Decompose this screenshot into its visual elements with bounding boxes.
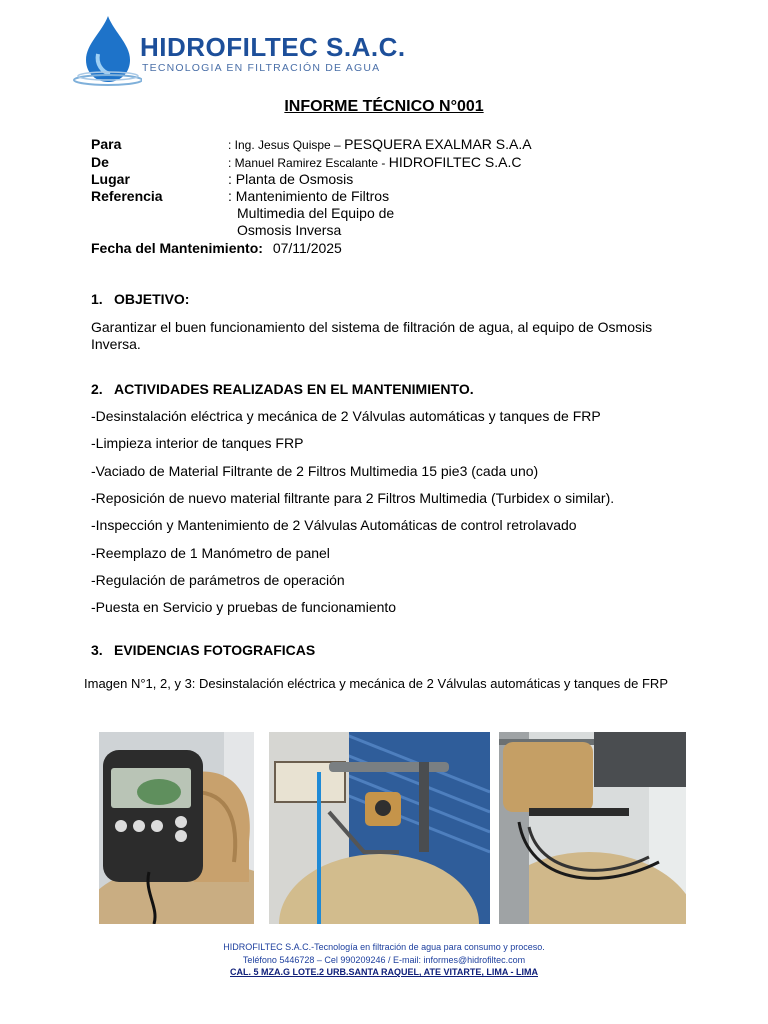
company-logo	[72, 14, 406, 86]
activity-item: -Desinstalación eléctrica y mecánica de 2 Válvulas automáticas y tanques de FRP	[91, 408, 601, 424]
activity-item: -Vaciado de Material Filtrante de 2 Filtros Multimedia 15 pie3 (cada uno)	[91, 463, 539, 479]
photo-caption: Imagen N°1, 2, y 3: Desinstalación eléctrica y mecánica de 2 Válvulas automáticas y tanques de FRP	[84, 676, 668, 691]
photo-3-valve-head	[499, 732, 686, 924]
report-title: INFORME TÉCNICO N°001	[284, 98, 484, 115]
activity-item: -Reposición de nuevo material filtrante para 2 Filtros Multimedia (Turbidex o similar).	[91, 490, 615, 506]
section-3-heading: 3. EVIDENCIAS FOTOGRAFICAS	[91, 642, 316, 658]
activity-item: -Regulación de parámetros de operación	[91, 572, 345, 588]
de-value: : Manuel Ramirez Escalante - HIDROFILTEC S.A.C	[228, 154, 522, 170]
section-2-heading: 2. ACTIVIDADES REALIZADAS EN EL MANTENIMIENTO.	[91, 381, 474, 397]
activity-item: -Puesta en Servicio y pruebas de funcionamiento	[91, 599, 397, 615]
activity-item: -Reemplazo de 1 Manómetro de panel	[91, 545, 330, 561]
referencia-line-2: Multimedia del Equipo de	[237, 205, 395, 221]
para-label: Para	[91, 136, 122, 152]
photo-1-valve-controller	[99, 732, 254, 924]
referencia-line-3: Osmosis Inversa	[237, 222, 342, 238]
water-drop-icon	[72, 14, 142, 86]
footer-company-line: HIDROFILTEC S.A.C.-Tecnología en filtración de agua para consumo y proceso.	[223, 942, 545, 952]
footer-contact-line: Teléfono 5446728 – Cel 990209246 / E-mail: informes@hidrofiltec.com	[242, 955, 526, 965]
fecha-value: 07/11/2025	[272, 240, 342, 256]
fecha-label: Fecha del Mantenimiento:	[91, 240, 263, 256]
referencia-line-1: : Mantenimiento de Filtros	[228, 188, 390, 204]
objective-text: Garantizar el buen funcionamiento del sistema de filtración de agua, al equipo de Osmosis Inversa.	[91, 319, 653, 352]
lugar-value: : Planta de Osmosis	[228, 171, 354, 187]
de-label: De	[91, 154, 109, 170]
referencia-label: Referencia	[91, 188, 163, 204]
section-1-heading: 1. OBJETIVO:	[91, 291, 190, 307]
company-tagline: TECNOLOGIA EN FILTRACIÓN DE AGUA	[142, 62, 381, 74]
activity-item: -Limpieza interior de tanques FRP	[91, 435, 304, 451]
photo-2-tank-and-panel	[269, 732, 490, 924]
meta-fecha	[91, 240, 342, 257]
lugar-label: Lugar	[91, 171, 130, 187]
footer-address-line: CAL. 5 MZA.G LOTE.2 URB.SANTA RAQUEL, ATE VITARTE, LIMA - LIMA	[230, 967, 538, 977]
para-value: : Ing. Jesus Quispe – PESQUERA EXALMAR S.A.A	[228, 136, 532, 152]
activity-item: -Inspección y Mantenimiento de 2 Válvulas Automáticas de control retrolavado	[91, 517, 577, 533]
company-name: HIDROFILTEC S.A.C.	[140, 32, 406, 62]
